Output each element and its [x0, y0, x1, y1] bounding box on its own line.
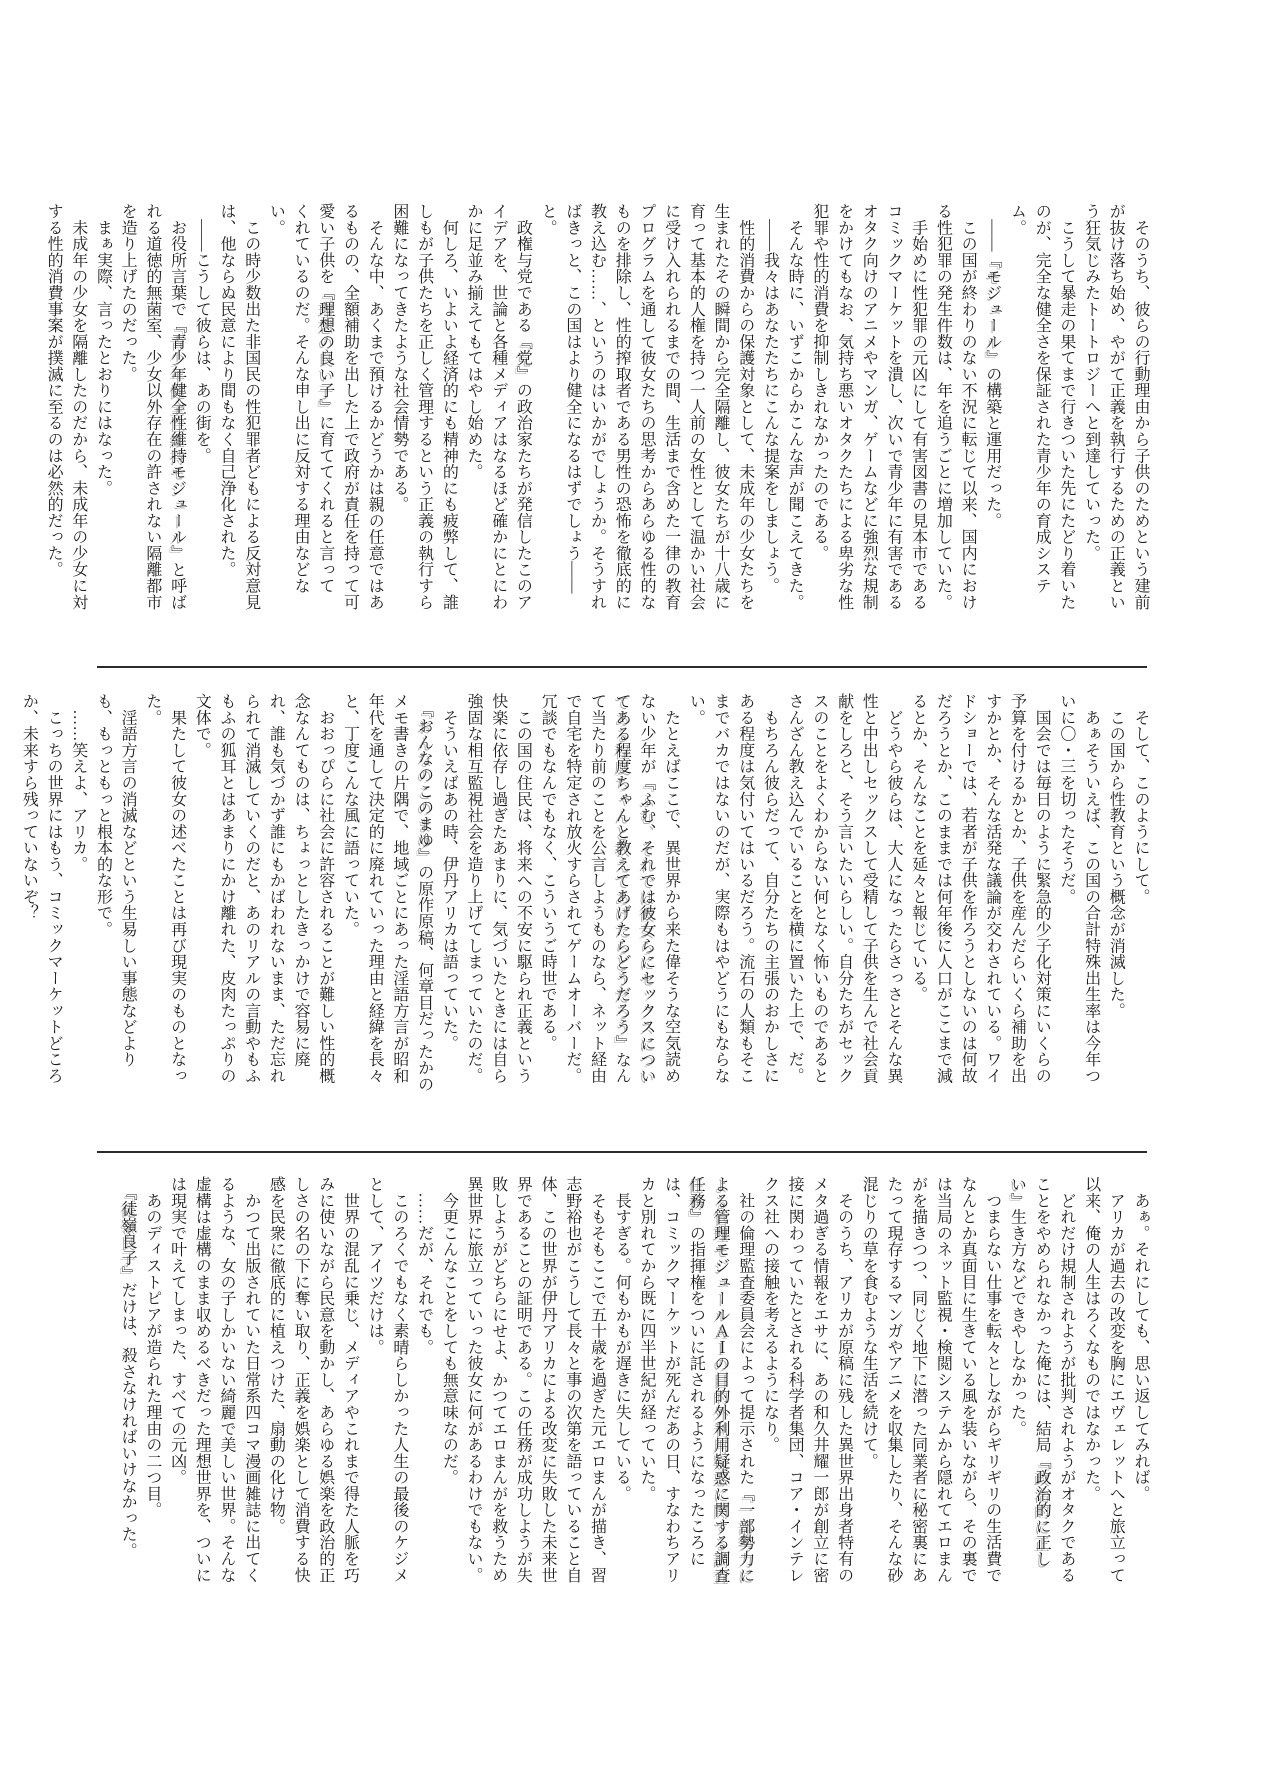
text-run: ――こうして彼らは、あの街を。 [193, 203, 211, 464]
paragraph [1103, 693, 1128, 1099]
paragraph [164, 1176, 263, 1583]
paragraph [1004, 1176, 1078, 1583]
paragraph [460, 203, 534, 610]
text-run: つまらない仕事を転々としながらギリギリの生活費でなんとか真面目に生きている風を装いながら、その裏では当局のネット監視・検閲システムから隠れてエロまんがを描きつつ、同じく地下に潜った同業者に秘密裏にあたって現存するマンガやアニメを収集したり、そんな砂混じりの草を食むような生活を続けて。 [860, 1176, 1001, 1583]
text-run: そういえばあの時、伊丹アリカは語っていた。 [440, 693, 458, 1052]
paragraph [337, 693, 436, 1099]
section-divider [97, 666, 1147, 668]
text-run: ……だが、それでも。 [415, 1176, 433, 1356]
paragraph [114, 203, 188, 610]
text-run: 世界の混乱に乗じ、メディアやこれまで得た人脈を巧みに使いながら民意を動かし、あらゆる娯楽を政治的正しさの名の下に奪い取り、正義を娯楽として消費する快感を民衆に徹底的に植えつけた、扇動の化け物。 [267, 1176, 359, 1583]
paragraph [1053, 693, 1102, 1099]
paragraph [633, 1176, 757, 1583]
paragraph [213, 203, 262, 610]
text-run: このろくでもなく素晴らしかった人生の最後のケジメとして、アイツだけは。 [366, 1176, 408, 1583]
text-run: あぁ。それにしても、思い返してみれば。 [1132, 1176, 1149, 1502]
text-run: 政権与党である [514, 203, 532, 334]
text-run: 何しろ、いよいよ経済的にも精神的にも疲弊して、誰しもが子供たちを正しく管理するという正義の執行すら困難になってきたような社会情勢である。 [390, 203, 458, 610]
emphasized-text: 『徒嶺良子』 [119, 1192, 137, 1282]
paragraph [1078, 1176, 1127, 1583]
text-run: 国会では毎日のように緊急的少子化対策にいくらの予算を付けるかとか、子供を産んだらいくら補助を出すかとか、そんな活発な議論が交わされている。ワイドショーでは、若者が子供を作ろうとしないのは何故だろうとか、このままでは何年後に人口がここまで減るとか、そんなことを延々と報じている。 [909, 693, 1051, 1084]
text-run: 手始めに性犯罪の元凶にして有害図書の見本市であるコミックマーケットを潰し、次いで青少年に有害であるオタク向けのアニメやマンガ、ゲームなどに強烈な規制をかけてもなお、気持ち悪いオタクたちによる卑劣な性犯罪や性的消費を抑制しきれなかったのである。 [810, 203, 927, 610]
paragraph [263, 1176, 362, 1583]
text-run: ――我々はあなたたちにこんな提案をしましょう。 [761, 203, 779, 594]
text-run: この国が終わりのない不況に転じて以来、国内における性犯罪の発生件数は、年を追うごとに増加していた。 [934, 203, 977, 610]
paragraph [930, 203, 979, 610]
text-run: の指揮権をついに託されるようになったころには、コミックマーケットが死んだあの日、すなわちアリカと別れてから既に四半世紀が経っていた。 [637, 1176, 705, 1583]
text-run: の構築と運用だった。 [983, 365, 1001, 529]
text-run: おおっぴらに社会に許容されることが難しい性的概念なんてものは、ちょっとしたきっかけで容易に廃れ、誰も気づかず誰にもかばわれないまま、ただ忘れられて消滅していくのだと、あのリアルの言動やもふもふの狐耳とはあまりにかけ離れた、皮肉たっぷりの文体で。 [193, 693, 334, 1084]
text-run: こっちの世界にはもう、コミックマーケットどころか、未来すら残っていないぞ？ [20, 693, 63, 1084]
emphasized-text: 『理想の良い子』 [316, 284, 334, 415]
text-run: に育ててくれると言ってくれているのだ。そんな申し出に反対する理由などない。 [267, 203, 334, 594]
paragraph [781, 203, 806, 610]
paragraph [905, 693, 1053, 1099]
paragraph [806, 203, 930, 610]
text-run: かつて出版されていた日常系四コマ漫画雑誌に出てくるような、女の子しかいない綺麗で美しい世界。そんな虚構は虚構のまま収めるべきだった理想世界を、ついには現実で叶えてしまった、すべての元凶。 [168, 1176, 260, 1583]
text-run: ―― [983, 203, 1001, 252]
paragraph [436, 1176, 461, 1583]
text-run: そんな時に、いずこからかこんな声が聞こえてきた。 [786, 203, 804, 610]
emphasized-text: 『党』 [514, 333, 532, 383]
text-run [119, 1176, 136, 1192]
paragraph [460, 693, 534, 1099]
text-run: アリカが過去の改変を胸にエヴェレットへと旅立って以来、俺の人生はろくなものではなかった。 [1082, 1176, 1125, 1583]
paragraph [139, 1176, 164, 1583]
paragraph [609, 1176, 634, 1583]
text-block-bottom [114, 1176, 1152, 1583]
paragraph [534, 203, 756, 610]
text-run: の原作原稿、何章目だったかのメモ書きの片隅で、地域ごとにあった淫語方言が昭和年代を通して決定的に廃れていった理由と経緯を長々と、丁度こんな風に語っていた。 [341, 693, 433, 1093]
text-run: なんて当たり前のことを公言しようものなら、ネット経由で自宅を特定され放火すらされてゲームオーバーだ。冗談でもなんでもなく、こういうご時世である。 [539, 693, 631, 1084]
paragraph [362, 1176, 411, 1583]
paragraph [40, 203, 89, 610]
section-divider [97, 1151, 1147, 1153]
text-run: そもそもここで五十歳を過ぎた元エロまんが描き、習志野裕也がこうして長々と事の次第を語っていること自体、この世界が伊丹アリカによる改変に失敗した未来世界であることの証明である。この任務が成功しようが失敗しようがどちらにせよ、かつてエロまんがを救うため異世界に旅立っていった彼女に何があるわけでもない。 [465, 1176, 606, 1583]
text-run: と呼ばれる道徳的無菌室、少女以外存在の許されない隔離都市を造り上げたのだった。 [119, 203, 186, 611]
paragraph [411, 1176, 436, 1583]
emphasized-text: 『モジュール』 [983, 251, 1001, 366]
text-run: 今更こんなことをしても無意味なのだ。 [440, 1176, 458, 1486]
text-run: 長すぎる。何もかもが遅きに失している。 [613, 1176, 631, 1502]
text-run: 淫語方言の消滅などという生易しい事態などよりも、もっともっと根本的な形で。 [94, 693, 137, 1068]
text-run: この国から性教育という概念が消滅した。 [1107, 693, 1125, 1019]
emphasized-text: 『おんなのこのまゆ』 [415, 709, 433, 865]
text-run: 果たして彼女の述べたことは再び現実のものとなった。 [143, 693, 186, 1084]
text-run: もちろん彼らだって、自分たちの主張のおかしさにある程度は気付いてはいるだろう。流石の人類もそこまでバカではないのだが、実際もはやどうにもならない。 [687, 693, 779, 1084]
paragraph [189, 203, 214, 610]
text-run: どれだけ規制されようが批判されようがオタクであることをやめられなかった俺には、結局 [1033, 1176, 1075, 1583]
paragraph [189, 693, 337, 1099]
text-run: そんな中、あくまで預けるかどうかは親の任意ではあるものの、全額補助を出した上で政府が責任を持って可愛い子供を [316, 203, 384, 610]
paragraph [856, 1176, 1004, 1583]
paragraph [534, 693, 682, 1099]
paragraph [436, 693, 461, 1099]
text-run: この国の住民は、将来への不安に駆られ正義という快楽に依存し過ぎたあまりに、気づいたときには自ら強固な相互監視社会を造り上げてしまっていたのだ。 [465, 693, 532, 1084]
paragraph [979, 203, 1004, 610]
text-run: お役所言葉で [168, 203, 186, 317]
text-run: 性的消費からの保護対象として、未成年の少女たちを生まれたその瞬間から完全隔離し、彼女たちが十八歳に育って基本的人権を持つ一人前の女性として温かい社会に受け入れられるまでの間、生活まで含めた一律の教育プログラムを通して彼女たちの思考からあらゆる性的なものを排除し、性的搾取者である男性の恐怖を徹底的に教え込む……、というのはいかがでしょうか。そうすればきっと、この国はより健全になるはずでしょう――と。 [539, 203, 754, 610]
text-run: 未成年の少女を隔離したのだから、未成年の少女に対する性的消費事案が撲滅に至るのは必然的だった。 [45, 203, 87, 610]
text-run: たとえばここで、異世界から来た偉そうな空気読めない少年が [637, 693, 680, 1084]
text-block-middle [20, 693, 1152, 1099]
text-run: 生き方などできやしなかった。 [1008, 1208, 1026, 1437]
text-run: あのディストピアが造られた理由の二つ目。 [143, 1176, 161, 1518]
paragraph [460, 1176, 608, 1583]
paragraph [1127, 693, 1152, 1099]
text-run: の政治家たちが発信したこのアイデアを、世論と各種メディアはなるほど確かにとにわかに足並み揃えてもてはやし始めた。 [465, 203, 532, 611]
paragraph [139, 693, 188, 1099]
text-run: 社の倫理監査委員会によって提示された [736, 1176, 754, 1486]
text-run: あぁそういえば、この国の合計特殊出生率は今年ついに〇・三を切ったそうだ。 [1057, 693, 1100, 1084]
text-block-top [45, 203, 1152, 611]
paragraph [683, 693, 782, 1099]
paragraph [1004, 203, 1078, 610]
paragraph [263, 203, 387, 610]
paragraph [65, 693, 90, 1099]
emphasized-text: 『青少年健全性維持モジュール』 [168, 316, 186, 562]
emphasized-text: 『政治的に正しい』 [1008, 1176, 1051, 1567]
text-run [416, 693, 433, 709]
paragraph [386, 203, 460, 610]
text-run: そのうち、アリカが原稿に残した異世界出身者特有のメタ過ぎる情報をエサに、あの和久井耀一郎が創立に密接に関わっていたとされる科学者集団、コア・インテレクス社への接触を考えるようになり。 [761, 1176, 853, 1583]
text-run: こうして暴走の果てまで行きついた先にたどり着いたのが、完全な健全さを保証された青少年の育成システム。 [1008, 203, 1075, 610]
paragraph [781, 693, 905, 1099]
text-run: この時少数出た非国民の性犯罪者どもによる反対意見は、他ならぬ民意により間もなく自己浄化された。 [217, 203, 260, 610]
text-run: だけは、殺さなければいけなかった。 [119, 1281, 137, 1559]
paragraph [114, 1176, 139, 1583]
paragraph [1127, 1176, 1152, 1583]
text-run: ……笑えよ、アリカ。 [69, 693, 87, 873]
paragraph [1078, 203, 1152, 610]
paragraph [16, 693, 65, 1099]
text-run: そのうち、彼らの行動理由から子供のためという建前が抜け落ち始め、やがて正義を執行するための正義という狂気じみたトートロジーへと到達していった。 [1082, 203, 1149, 610]
paragraph [757, 203, 782, 610]
emphasized-text: 『ふむ、それでは彼女らにセックスについてある程度ちゃんと教えてあげたらどうだろう』 [613, 693, 655, 1084]
paragraph [90, 693, 139, 1099]
emphasized-text: 『一部勢力による管理モジュールＡＩの目的外利用疑惑に関する調査任務』 [687, 1176, 754, 1584]
text-run: そして、このようにして。 [1132, 693, 1149, 905]
text-run: どうやら彼らは、大人になったらさっさとそんな異性と中出しセックスして受精して子供を生んで社会貢献をしろと、そう言いたいらしい。自分たちがセックスのことをよくわからない何となく怖いものであるとさんざん教え込んでいることを横に置いた上で、だ。 [786, 693, 902, 1084]
paragraph [90, 203, 115, 610]
text-run: まぁ実際、言ったとおりにはなった。 [94, 203, 112, 497]
paragraph [757, 1176, 856, 1583]
